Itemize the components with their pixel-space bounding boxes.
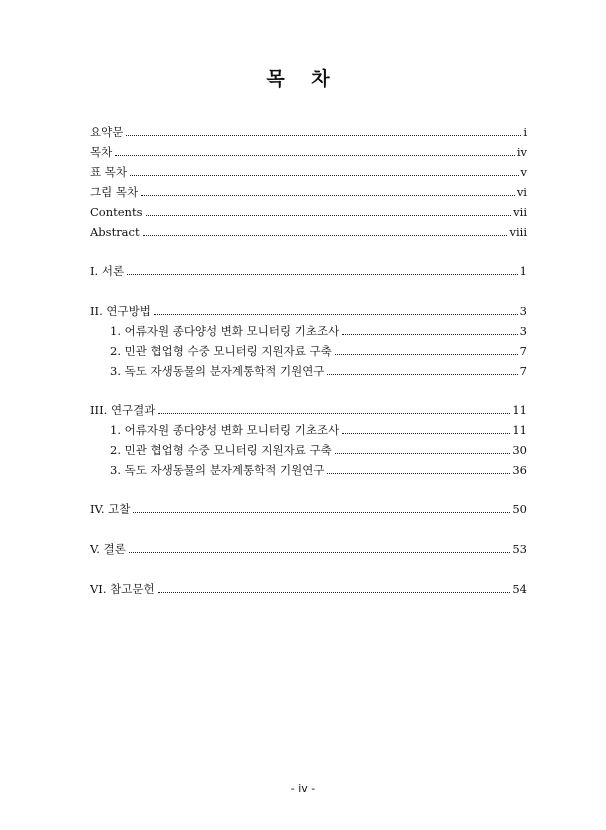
dot-leader — [158, 413, 510, 414]
toc-page-number: 50 — [512, 502, 527, 516]
toc-entry-contents[interactable] — [90, 141, 527, 159]
toc-entry-abstract[interactable] — [90, 221, 527, 239]
dot-leader — [127, 274, 518, 275]
toc-page-number: 3 — [519, 304, 527, 318]
toc-section-3-2[interactable] — [110, 439, 527, 457]
dot-leader — [115, 155, 515, 156]
toc-page-number: 36 — [512, 463, 527, 477]
toc-entry-label: IV. 고찰 — [90, 502, 131, 516]
toc-entry-label: 그림 목차 — [90, 185, 139, 199]
toc-section-3-1[interactable] — [110, 419, 527, 437]
dot-leader — [143, 235, 508, 236]
toc-entry-label: 2. 민관 협업형 수중 모니터링 지원자료 구축 — [110, 443, 332, 457]
toc-page-number: viii — [509, 225, 527, 239]
page-number-footer: - iv - — [290, 782, 316, 795]
page-title: 목 차 — [266, 68, 340, 90]
toc-entry-label: 요약문 — [90, 125, 124, 139]
toc-entry-table-list[interactable] — [90, 161, 527, 179]
toc-section-2-3[interactable] — [110, 360, 527, 378]
dot-leader — [146, 215, 512, 216]
toc-entry-label: III. 연구결과 — [90, 403, 156, 417]
toc-section-3-3[interactable] — [110, 459, 527, 477]
dot-leader — [335, 354, 518, 355]
toc-entry-label: V. 결론 — [90, 542, 126, 556]
dot-leader — [141, 195, 515, 196]
toc-entry-label: 1. 어류자원 종다양성 변화 모니터링 기초조사 — [110, 423, 340, 437]
toc-page-number: 30 — [512, 443, 527, 457]
toc-page-number: 1 — [519, 264, 527, 278]
dot-leader — [126, 135, 521, 136]
toc-entry-label: 1. 어류자원 종다양성 변화 모니터링 기초조사 — [110, 324, 340, 338]
toc-entry-contents-en[interactable] — [90, 201, 527, 219]
toc-page-number: iv — [516, 145, 527, 159]
toc-page-number: 7 — [519, 344, 527, 358]
toc-entry-label: Abstract — [90, 225, 140, 239]
toc-chapter-1[interactable] — [90, 260, 527, 278]
toc-entry-summary[interactable] — [90, 121, 527, 139]
toc-entry-label: Contents — [90, 205, 143, 219]
dot-leader — [327, 374, 517, 375]
toc-entry-label: VI. 참고문헌 — [90, 582, 155, 596]
toc-page-number: 11 — [512, 403, 527, 417]
toc-entry-label: 표 목차 — [90, 165, 127, 179]
toc-entry-label: I. 서론 — [90, 264, 125, 278]
toc-entry-label: 3. 독도 자생동물의 분자계통학적 기원연구 — [110, 364, 325, 378]
toc-chapter-5[interactable] — [90, 538, 527, 556]
toc-page-number: i — [523, 125, 527, 139]
dot-leader — [158, 592, 511, 593]
toc-section-2-2[interactable] — [110, 340, 527, 358]
dot-leader — [133, 512, 510, 513]
dot-leader — [130, 175, 519, 176]
dot-leader — [327, 473, 510, 474]
toc-entry-label: II. 연구방법 — [90, 304, 151, 318]
toc-page-number: v — [520, 165, 527, 179]
toc-section-2-1[interactable] — [110, 320, 527, 338]
toc-page-number: 53 — [512, 542, 527, 556]
toc-page-number: vii — [513, 205, 527, 219]
toc-entry-label: 2. 민관 협업형 수중 모니터링 지원자료 구축 — [110, 344, 332, 358]
toc-chapter-6[interactable] — [90, 578, 527, 596]
toc-chapter-2[interactable] — [90, 300, 527, 318]
toc-page-number: 54 — [512, 582, 527, 596]
toc-entry-label: 3. 독도 자생동물의 분자계통학적 기원연구 — [110, 463, 325, 477]
dot-leader — [154, 314, 518, 315]
toc-entry-label: 목차 — [90, 145, 113, 159]
toc-page-number: vi — [516, 185, 527, 199]
dot-leader — [342, 433, 510, 434]
toc-chapter-4[interactable] — [90, 498, 527, 516]
dot-leader — [335, 453, 511, 454]
toc-page-number: 11 — [512, 423, 527, 437]
dot-leader — [129, 552, 511, 553]
toc-chapter-3[interactable] — [90, 399, 527, 417]
toc-entry-figure-list[interactable] — [90, 181, 527, 199]
toc-page-number: 3 — [519, 324, 527, 338]
toc-page-number: 7 — [519, 364, 527, 378]
dot-leader — [342, 334, 517, 335]
